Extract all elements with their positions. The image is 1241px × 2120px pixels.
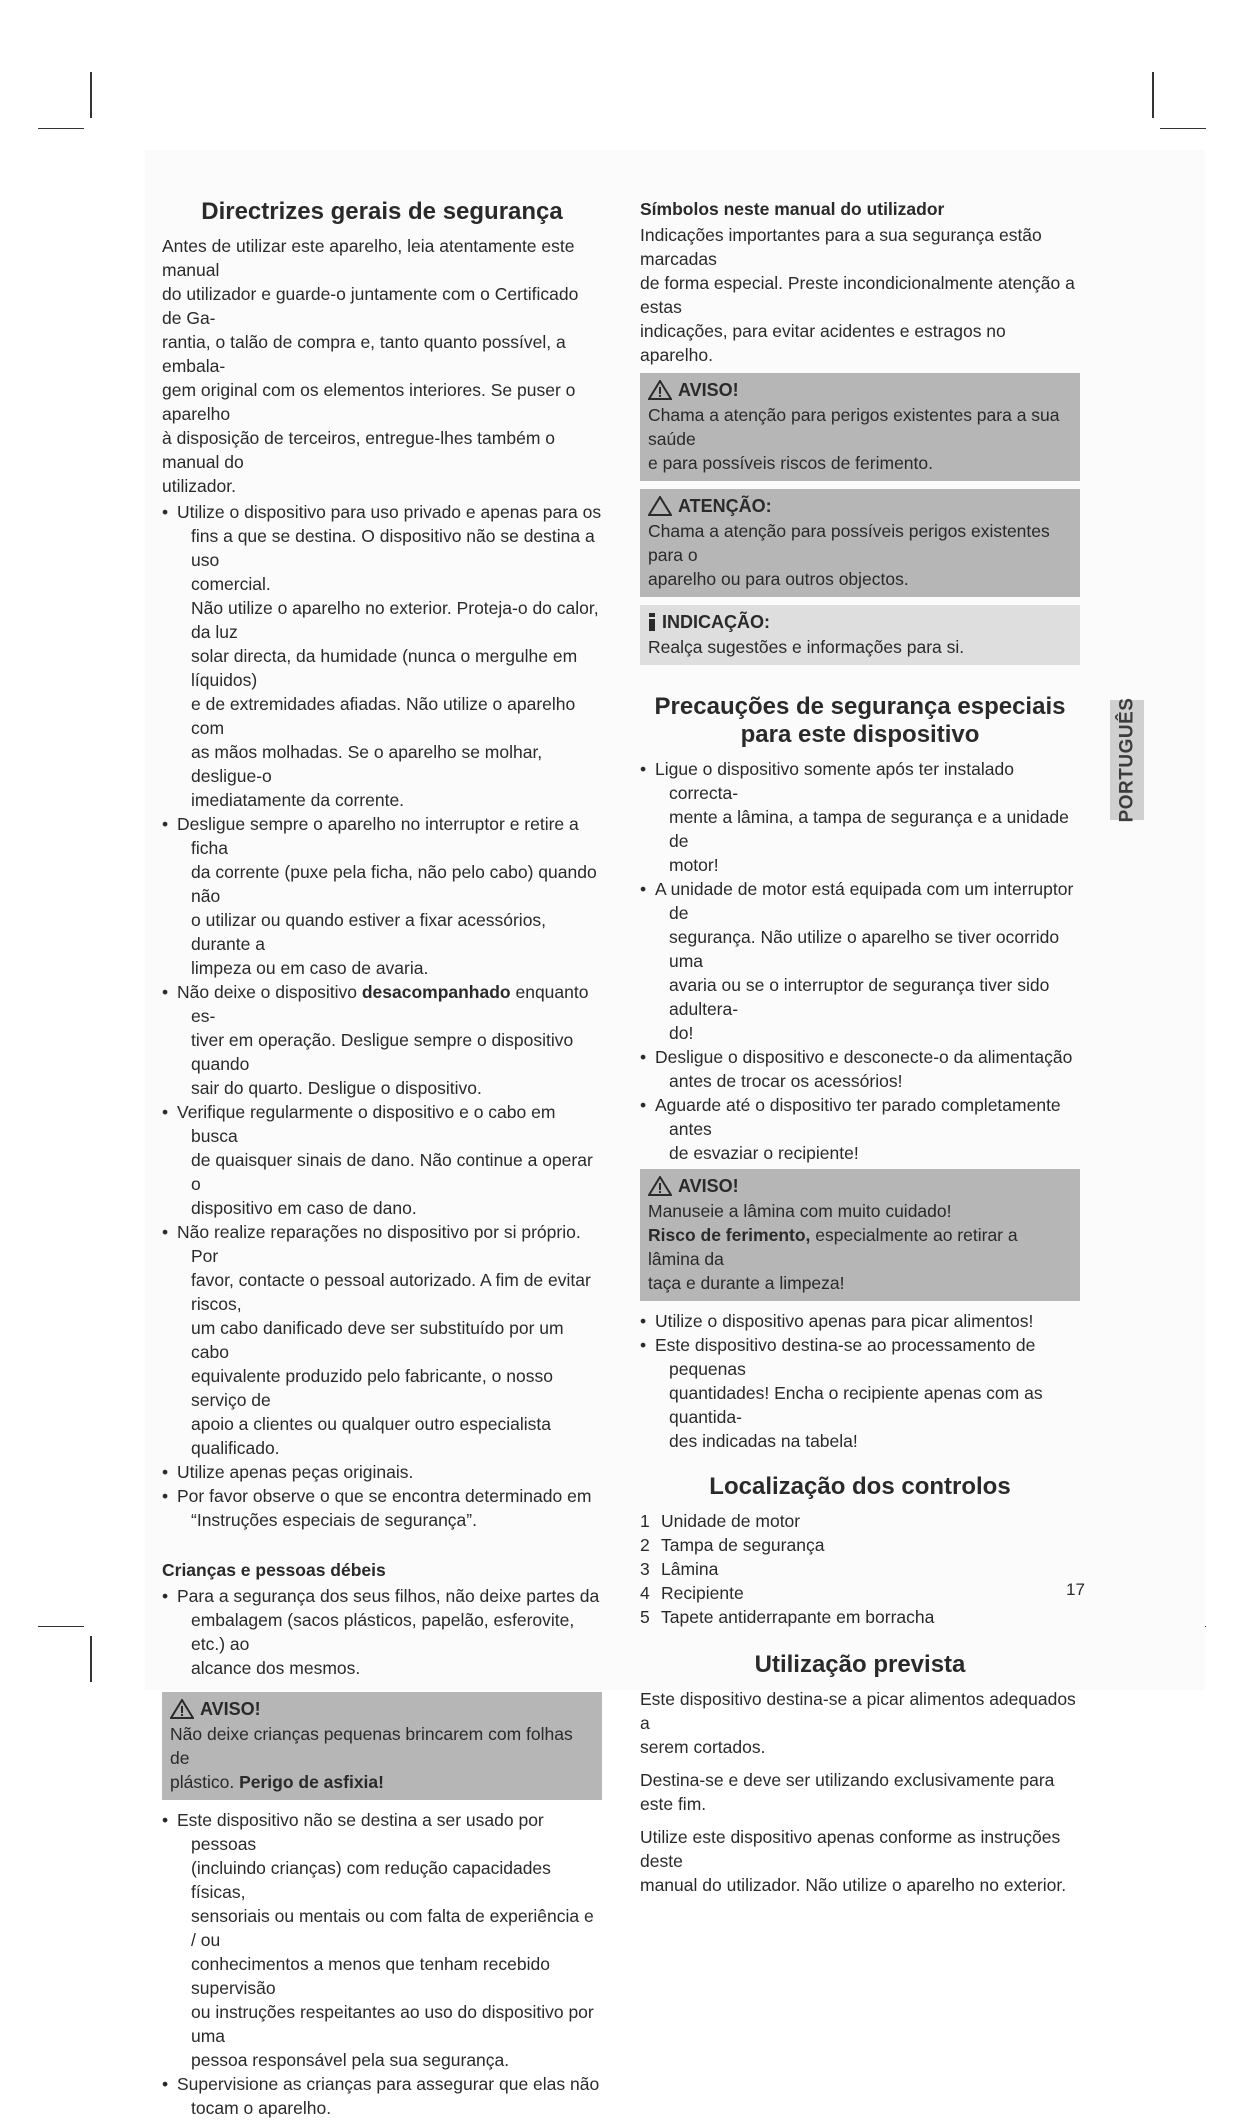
list-line: mente a lâmina, a tampa de segurança e a unidade de (669, 807, 1069, 851)
atencao-text: Chama a atenção para possíveis perigos existentes para o (648, 521, 1050, 565)
intro-line: utilizador. (162, 476, 236, 496)
list-line: Este dispositivo destina-se ao processamento de pequenas (655, 1335, 1036, 1379)
list-line: limpeza ou em caso de avaria. (191, 958, 429, 978)
control-item (640, 1557, 1080, 1581)
list-line: solar directa, da humidade (nunca o mergulhe em líquidos) (191, 646, 578, 690)
list-line: dispositivo em caso de dano. (191, 1198, 417, 1218)
list-line: do! (669, 1023, 694, 1043)
emphasis: Risco de ferimento, (648, 1225, 811, 1245)
list-item (162, 1484, 602, 1532)
aviso-blade-title (648, 1173, 1072, 1199)
control-label: Tampa de segurança (661, 1535, 825, 1555)
children-list (162, 1584, 602, 1680)
list-line: (incluindo crianças) com redução capacidades físicas, (191, 1858, 551, 1902)
list-line: Supervisione as crianças para assegurar que elas não (177, 2074, 600, 2094)
use-paragraph-3 (640, 1825, 1080, 1897)
atencao-box (640, 489, 1080, 597)
aviso-box (640, 373, 1080, 481)
list-line: conhecimentos a menos que tenham recebido supervisão (191, 1954, 550, 1998)
list-line: sair do quarto. Desligue o dispositivo. (191, 1078, 482, 1098)
atencao-label: ATENÇÃO: (678, 496, 772, 516)
warning-box (162, 1692, 602, 1800)
list-item (640, 1309, 1080, 1333)
indicacao-box (640, 605, 1080, 665)
list-line: Aguarde até o dispositivo ter parado completamente antes (655, 1095, 1061, 1139)
list-line: Por favor observe o que se encontra determinado em (177, 1486, 592, 1506)
list-item (162, 980, 602, 1100)
text-line: indicações, para evitar acidentes e estragos no aparelho. (640, 321, 1006, 365)
list-line: fins a que se destina. O dispositivo não se destina a uso (191, 526, 595, 570)
text-line: Este dispositivo destina-se a picar alimentos adequados a (640, 1689, 1076, 1733)
heading-line: Precauções de segurança especiais (654, 693, 1066, 720)
list-item (162, 1808, 602, 2072)
control-label: Unidade de motor (661, 1511, 801, 1531)
list-line: de quaisquer sinais de dano. Não continue a operar o (191, 1150, 593, 1194)
intro-paragraph (162, 234, 602, 498)
use-paragraph-2: Destina-se e deve ser utilizando exclusivamente para este fim. (640, 1770, 1055, 1814)
crop-mark (90, 72, 92, 118)
list-line: avaria ou se o interruptor de segurança tiver sido adultera- (669, 975, 1050, 1019)
list-line: segurança. Não utilize o aparelho se tiver ocorrido uma (669, 927, 1060, 971)
page-number: 17 (1066, 1580, 1085, 1599)
list-line: Não realize reparações no dispositivo por si próprio. Por (177, 1222, 581, 1266)
control-label: Recipiente (661, 1583, 744, 1603)
emphasis: Perigo de asfixia! (239, 1772, 384, 1792)
list-line: favor, contacte o pessoal autorizado. A fim de evitar riscos, (191, 1270, 591, 1314)
list-item (162, 2072, 602, 2120)
list-line: Verifique regularmente o dispositivo e o cabo em busca (177, 1102, 556, 1146)
list-line: Ligue o dispositivo somente após ter instalado correcta- (655, 759, 1014, 803)
use-paragraph-1 (640, 1687, 1080, 1759)
warning-triangle-icon (648, 380, 672, 400)
list-line: as mãos molhadas. Se o aparelho se molhar, desligue-o (191, 742, 543, 786)
indicacao-text: Realça sugestões e informações para si. (648, 637, 965, 657)
caution-triangle-icon (648, 496, 672, 516)
list-item (640, 1093, 1080, 1165)
atencao-title (648, 493, 1072, 519)
list-line: tocam o aparelho. (191, 2098, 332, 2118)
control-label: Tapete antiderrapante em borracha (661, 1607, 935, 1627)
special-precautions-heading (640, 693, 1080, 749)
list-line: Utilize o dispositivo apenas para picar alimentos! (655, 1311, 1034, 1331)
right-column (640, 197, 1080, 1897)
special-list (640, 757, 1080, 1165)
list-item (640, 1045, 1080, 1093)
warning-text: Não deixe crianças pequenas brincarem com folhas de (170, 1724, 573, 1768)
indicacao-label: INDICAÇÃO: (662, 612, 770, 632)
emphasis: desacompanhado (361, 982, 511, 1002)
aviso-text: Chama a atenção para perigos existentes para a sua saúde (648, 405, 1060, 449)
list-line: A unidade de motor está equipada com um interruptor de (655, 879, 1074, 923)
aviso-label: AVISO! (678, 1176, 739, 1196)
list-line: tiver em operação. Desligue sempre o dispositivo quando (191, 1030, 574, 1074)
language-label: PORTUGUÊS (1116, 697, 1138, 823)
crop-mark (1160, 128, 1206, 129)
list-line: e de extremidades afiadas. Não utilize o aparelho com (191, 694, 576, 738)
indicacao-title (648, 609, 1072, 635)
list-line: Não utilize o aparelho no exterior. Proteja-o do calor, da luz (191, 598, 599, 642)
control-item (640, 1509, 1080, 1533)
list-line: Este dispositivo não se destina a ser usado por pessoas (177, 1810, 544, 1854)
list-line: Desligue o dispositivo e desconecte-o da alimentação (655, 1047, 1073, 1067)
language-tab (1110, 697, 1144, 823)
list-line: ou instruções respeitantes ao uso do dispositivo por uma (191, 2002, 594, 2046)
list-line: alcance dos mesmos. (191, 1658, 361, 1678)
list-line: um cabo danificado deve ser substituído por um cabo (191, 1318, 564, 1362)
symbols-heading: Símbolos neste manual do utilizador (640, 199, 945, 219)
crop-mark (38, 1626, 84, 1627)
control-item (640, 1581, 1080, 1605)
list-line: Para a segurança dos seus filhos, não deixe partes da (177, 1586, 600, 1606)
list-line: de esvaziar o recipiente! (669, 1143, 859, 1163)
crop-mark (38, 128, 84, 129)
list-line: Desligue sempre o aparelho no interruptor e retire a ficha (177, 814, 579, 858)
text-line: serem cortados. (640, 1737, 766, 1757)
left-column (162, 198, 602, 2120)
list-line: quantidades! Encha o recipiente apenas com as quantida- (669, 1383, 1043, 1427)
list-item (162, 1460, 602, 1484)
list-item (162, 500, 602, 812)
text-line: Indicações importantes para a sua segurança estão marcadas (640, 225, 1042, 269)
controls-list (640, 1509, 1080, 1629)
list-line: Não deixe o dispositivo (177, 982, 362, 1002)
list-item (640, 757, 1080, 877)
list-line: Utilize o dispositivo para uso privado e apenas para os (177, 502, 602, 522)
crop-mark (1152, 72, 1154, 118)
safety-guidelines-heading: Directrizes gerais de segurança (201, 198, 563, 225)
crop-mark (90, 1636, 92, 1682)
aviso-text: Manuseie a lâmina com muito cuidado! (648, 1201, 952, 1221)
list-item (640, 877, 1080, 1045)
list-line: o utilizar ou quando estiver a fixar acessórios, durante a (191, 910, 547, 954)
list-item (162, 1584, 602, 1680)
control-item (640, 1533, 1080, 1557)
list-line: enquanto es- (191, 982, 589, 1026)
aviso-text: taça e durante a limpeza! (648, 1273, 845, 1293)
list-line: apoio a clientes ou qualquer outro especialista qualificado. (191, 1414, 551, 1458)
list-item (162, 812, 602, 980)
intro-line: rantia, o talão de compra e, tanto quanto possível, a embala- (162, 332, 566, 376)
aviso-text: e para possíveis riscos de ferimento. (648, 453, 933, 473)
list-item (640, 1333, 1080, 1453)
aviso-title (648, 377, 1072, 403)
info-icon (648, 612, 656, 632)
heading-line: para este dispositivo (740, 721, 980, 748)
children-list-2 (162, 1808, 602, 2120)
list-line: imediatamente da corrente. (191, 790, 405, 810)
intro-line: Antes de utilizar este aparelho, leia atentamente este manual (162, 236, 575, 280)
warning-triangle-icon (170, 1699, 194, 1719)
list-line: “Instruções especiais de segurança”. (191, 1510, 477, 1530)
usage-list (640, 1309, 1080, 1453)
control-item (640, 1605, 1080, 1629)
aviso-blade-box (640, 1169, 1080, 1301)
list-line: embalagem (sacos plásticos, papelão, esferovite, etc.) ao (191, 1610, 575, 1654)
list-line: equivalente produzido pelo fabricante, o nosso serviço de (191, 1366, 553, 1410)
list-line: da corrente (puxe pela ficha, não pelo cabo) quando não (191, 862, 597, 906)
children-heading: Crianças e pessoas débeis (162, 1560, 386, 1580)
list-line: antes de trocar os acessórios! (669, 1071, 903, 1091)
controls-heading: Localização dos controlos (709, 1473, 1011, 1500)
warning-text: plástico. (170, 1772, 240, 1792)
list-item (162, 1100, 602, 1220)
intro-line: à disposição de terceiros, entregue-lhes também o manual do (162, 428, 555, 472)
symbols-paragraph (640, 223, 1080, 367)
aviso-label: AVISO! (678, 380, 739, 400)
intended-use-heading: Utilização prevista (754, 1651, 966, 1678)
list-line: motor! (669, 855, 719, 875)
intro-line: gem original com os elementos interiores. Se puser o aparelho (162, 380, 576, 424)
text-line: de forma especial. Preste incondicionalmente atenção a estas (640, 273, 1075, 317)
text-line: Utilize este dispositivo apenas conforme as instruções deste (640, 1827, 1061, 1871)
warning-triangle-icon (648, 1176, 672, 1196)
list-item (162, 1220, 602, 1460)
control-label: Lâmina (661, 1559, 719, 1579)
intro-line: do utilizador e guarde-o juntamente com o Certificado de Ga- (162, 284, 579, 328)
safety-list (162, 500, 602, 1532)
warning-label: AVISO! (200, 1699, 261, 1719)
atencao-text: aparelho ou para outros objectos. (648, 569, 909, 589)
list-line: pessoa responsável pela sua segurança. (191, 2050, 510, 2070)
list-line: sensoriais ou mentais ou com falta de experiência e / ou (191, 1906, 594, 1950)
list-line: comercial. (191, 574, 271, 594)
list-line: Utilize apenas peças originais. (177, 1462, 414, 1482)
list-line: des indicadas na tabela! (669, 1431, 858, 1451)
warning-title (170, 1696, 594, 1722)
text-line: manual do utilizador. Não utilize o aparelho no exterior. (640, 1875, 1067, 1895)
aviso-text: especialmente ao retirar a lâmina da (648, 1225, 1018, 1269)
